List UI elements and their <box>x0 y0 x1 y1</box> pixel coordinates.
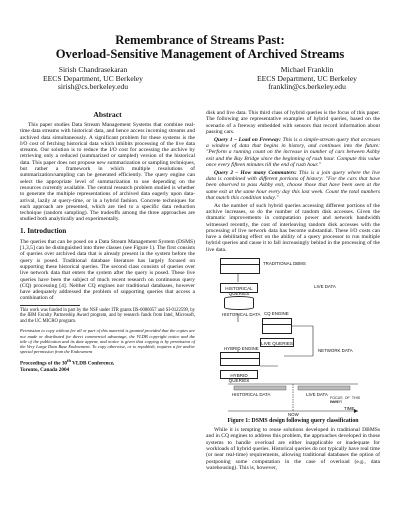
query-2-paragraph <box>206 170 380 201</box>
footnote-divider <box>20 305 80 306</box>
proceedings-prefix: Proceedings of the 30 <box>20 360 68 367</box>
funding-footnote: This work was funded in part by the NSF under ITR grants IIS-0086057 and SI-0122599, by the IBM Faculty Partnership Award program, and by research funds from Intel, Microsoft, and the UC MICRO program. <box>20 307 195 324</box>
left-column <box>20 110 195 373</box>
conference-location: Toronto, Canada 2004 <box>20 366 70 373</box>
query-1-paragraph <box>206 137 380 168</box>
stack-cap <box>263 319 291 325</box>
introduction-text: The queries that can be posed on a Data Stream Management System (DSMS) [1,3,5] can be distinguished into three classes (see Figure 1). The first consists of queries over archived data that is already present in the system before the query is posed. Traditional database literature has largely focused on supporting these historical queries. The second class consists of queries over live network data that enters the system after the query is posed. These live queries have been the subject of much recent research on continuous query (CQ) processing [4]. Neither CQ engines nor traditional databases, however have adequately addressed the problem of supporting queries that access a combination of <box>20 238 195 302</box>
query-1-text: This is a simple-stream query that accesses a window of data that begins in history, and continues into the future: "Perform a running count on the increase in number of cars between Ashby exit and the Bay Bridge since the beginning of rush hour. Compute this value once every fifteen minutes till the end of rush hour." <box>206 136 380 168</box>
author-name: Sirish Chandrasekaran <box>58 65 128 74</box>
right-column <box>206 110 380 473</box>
abstract-text: This paper studies Data Stream Management Systems that combine real-time data streams with historical data, and hence access incoming streams and archived data simultaneously. A significant problem for these systems is the I/O cost of fetching historical data which inhibits processing of the live data streams. Our solution is to reduce the I/O cost for accessing the archive by retrieving only a reduced (summarized or sampled) version of the historical data. This paper does not propose new summarization or sampling techniques, but rather a framework in which multiple resolutions of summarization/sampling can be generated efficiently. The query engine can select the appropriate level of summarization to use depending on the resources currently available. The central research problem studied is whether to generate the multiple representations of archived data eagerly upon data-arrival, lazily at query-time, or in a hybrid fashion. Concrete techniques for each approach are presented, which are tied to a specific data reduction technique (random sampling). The tradeoffs among the three approaches are studied both analytically and experimentally. <box>20 122 195 223</box>
network-data-label: NETWORK DATA <box>318 348 353 354</box>
author-affiliation: EECS Department, UC Berkeley <box>43 73 143 83</box>
proceedings-line <box>20 358 195 367</box>
historical-data-top-label: HISTORICAL DATA <box>222 312 261 318</box>
proceedings-ordinal: th <box>67 357 71 363</box>
author-name: Michael Franklin <box>280 65 334 74</box>
paper-title-line2: Overload-Sensitive Management of Archived Streams <box>55 47 345 61</box>
author-affiliation: EECS Department, UC Berkeley <box>257 73 357 83</box>
permission-notice: Permission to copy without fee all or part of this material is granted provided that the copies are not made or distributed for direct commercial advantage, the VLDB copyright notice and the title of the publication and its date appear, and notice is given that copying is by permission of the Very Large Data Base Endowment. To copy otherwise, or to republish, requires a fee and/or special permission from the Endowment <box>20 328 195 355</box>
hybrid-engine-label: HYBRID ENGINE <box>224 346 259 352</box>
figure-1-caption: Figure 1: DSMS design following query classification <box>227 418 359 425</box>
cq-engine-label: CQ ENGINE <box>264 311 289 317</box>
now-label: NOW <box>288 412 299 418</box>
author-block-1 <box>18 66 168 92</box>
live-data-top-label: LIVE DATA <box>314 284 336 290</box>
live-queries-box: LIVE QUERIES <box>260 338 294 347</box>
hybrid-queries-box: HYBRID QUERIES <box>220 370 258 379</box>
section-heading-introduction: 1. Introduction <box>20 226 67 235</box>
final-paragraph: While it is tempting to reuse solutions developed in traditional DBMSs and in CQ engines to address this problem, the approaches developed in those systems to handle overload are either inapplicable or inadequate for workloads of hybrid queries. Historical queries do not typically have real time (or near real-time) requirements, allowing traditional databases the option of postponing some computation in the case of overload (e.g., data warehousing). This is, however, <box>206 427 380 471</box>
figure-1-diagram <box>218 256 368 416</box>
author-block-2 <box>232 66 382 92</box>
query-1-label: Query 1 – Load on Freeway: <box>214 136 281 143</box>
time-axis-label: TIME <box>344 406 355 412</box>
live-data-bottom-label: LIVE DATA <box>306 392 328 398</box>
historical-queries-box: HISTORICAL QUERIES <box>220 283 258 293</box>
stack-cap <box>221 353 259 359</box>
proceedings-suffix: VLDB Conference, <box>70 360 115 367</box>
traditional-dbms-label: TRADITIONAL DBMS <box>263 261 306 267</box>
introduction-continued: disk and live data. This third class of hybrid queries is the focus of this paper. The following are representative examples of hybrid queries, based on the scenario of a freeway embedded with sensors that record information about passing cars. <box>206 110 380 135</box>
query-2-label: Query 2 – How many Commuters: <box>214 169 297 176</box>
paper-title-line1: Remembrance of Streams Past: <box>115 33 285 47</box>
abstract-heading: Abstract <box>93 110 122 119</box>
overview-paragraph: As the number of such hybrid queries accessing different portions of the archive increases, so do the number of random disk accesses. Given the dramatic improvements in computation power and network bandwidth witnessed recently, the cost of interleaving random disk accesses with the processing of live network data has become substantial. These I/O costs can have a debilitating effect on the ability of a query processor to run multiple hybrid queries and cause it to fall increasingly behind in the processing of the live data. <box>206 202 380 253</box>
query-2-text: This is a join query where the live data is combined with different portions of history: "For the cars that have been observed to pass Ashby exit, choose those that have been seen at the same exit at the same hour every day this last week. Count the total numbers that match this condition today." <box>206 169 380 201</box>
author-email: franklin@cs.berkeley.edu <box>268 82 346 92</box>
stack-cap <box>221 259 259 265</box>
historical-data-cylinder <box>224 296 254 310</box>
historical-data-bottom-label: HISTORICAL DATA <box>232 392 271 398</box>
author-email: sirish@cs.berkeley.edu <box>57 82 129 92</box>
hybrid-engine-box <box>220 352 260 366</box>
traditional-dbms-box <box>220 258 260 274</box>
cq-engine-box <box>262 318 292 334</box>
focus-of-paper-note: FOCUS OF THIS PAPER <box>330 396 360 405</box>
